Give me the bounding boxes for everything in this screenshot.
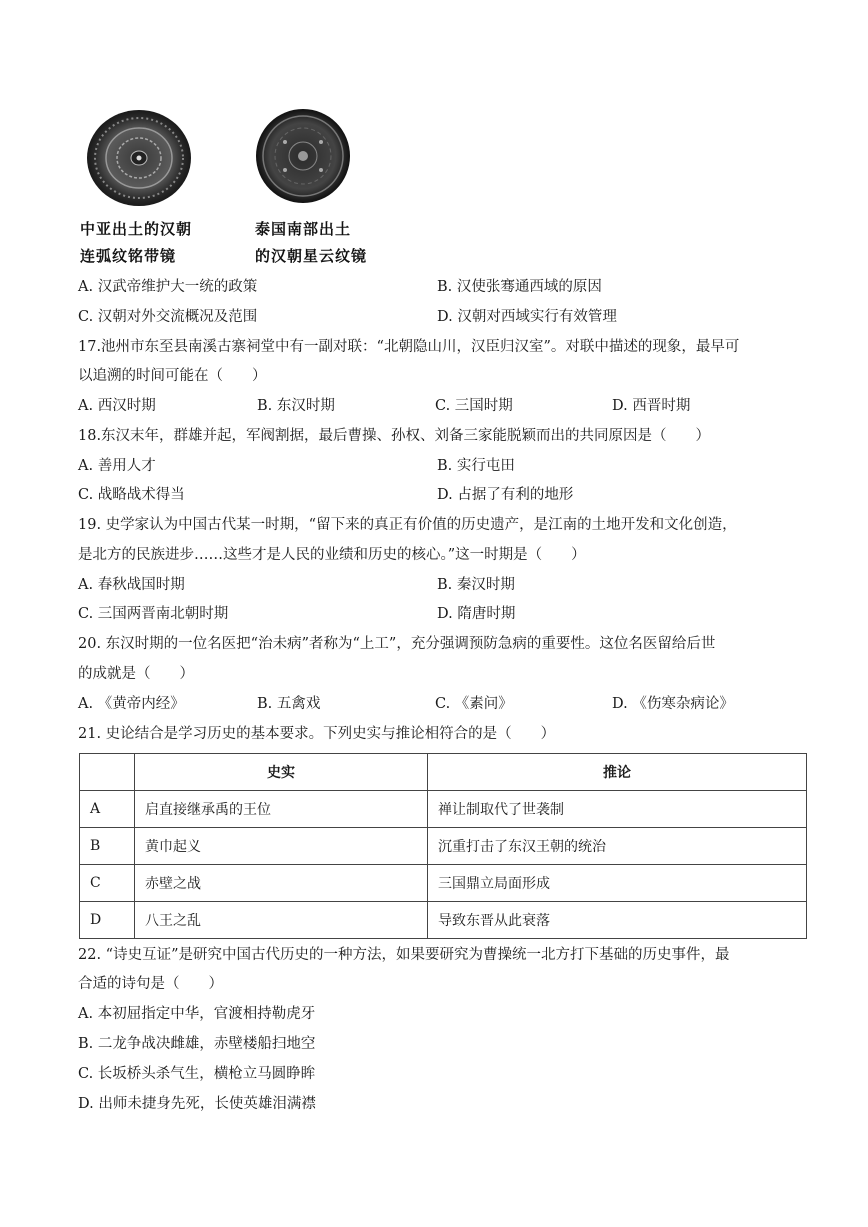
q19-option-a[interactable]: A. 春秋战国时期: [78, 577, 185, 593]
table-cell: C: [80, 865, 135, 902]
q22-stem-cont: 合适的诗句是（ ）: [78, 976, 223, 992]
table-cell: 禅让制取代了世袭制: [428, 791, 807, 828]
table-header-row: [80, 754, 807, 791]
table-header-cell: 史实: [135, 754, 428, 791]
q17-option-a[interactable]: A. 西汉时期: [78, 398, 156, 414]
q21-stem: 21. 史论结合是学习历史的基本要求。下列史实与推论相符合的是（ ）: [78, 726, 556, 742]
table-cell: D: [80, 902, 135, 939]
q22-option-d[interactable]: D. 出师未捷身先死，长使英雄泪满襟: [78, 1096, 316, 1112]
mirror-right-image: [255, 108, 351, 204]
mirror-left-caption: [80, 216, 192, 270]
q17-option-b[interactable]: B. 东汉时期: [257, 398, 335, 414]
q16-option-a[interactable]: A. 汉武帝维护大一统的政策: [78, 279, 258, 295]
q19-stem: 19. 史学家认为中国古代某一时期，“留下来的真正有价值的历史遗产，是江南的土地开发和文化创造，: [78, 517, 737, 533]
table-cell: 赤壁之战: [135, 865, 428, 902]
caption-line: 中亚出土的汉朝: [80, 220, 193, 238]
table-cell: A: [80, 791, 135, 828]
q20-stem-cont: 的成就是（ ）: [78, 666, 194, 682]
q19-option-b[interactable]: B. 秦汉时期: [437, 577, 515, 593]
table-cell: 导致东晋从此衰落: [428, 902, 807, 939]
table-cell: 八王之乱: [135, 902, 428, 939]
mirror-right-caption: [255, 216, 367, 270]
caption-line: 连弧纹铭带镜: [80, 247, 177, 265]
q18-option-d[interactable]: D. 占据了有利的地形: [437, 487, 574, 503]
q17-stem: 17.池州市东至县南溪古寨祠堂中有一副对联：“北朝隐山川，汉臣归汉室”。对联中描述的现象，最早可: [78, 339, 740, 355]
table-cell: 黄巾起义: [135, 828, 428, 865]
q16-option-c[interactable]: C. 汉朝对外交流概况及范围: [78, 309, 258, 325]
q17-stem-cont: 以追溯的时间可能在（ ）: [78, 368, 267, 384]
q19-option-d[interactable]: D. 隋唐时期: [437, 606, 516, 622]
table-row: [80, 902, 807, 939]
table-cell: 启直接继承禹的王位: [135, 791, 428, 828]
q16-option-d[interactable]: D. 汉朝对西域实行有效管理: [437, 309, 617, 325]
q20-option-a[interactable]: A. 《黄帝内经》: [78, 696, 185, 712]
q22-option-a[interactable]: A. 本初屈指定中华，官渡相持勒虎牙: [78, 1006, 316, 1022]
table-cell: B: [80, 828, 135, 865]
q17-option-d[interactable]: D. 西晋时期: [612, 398, 691, 414]
table-row: [80, 865, 807, 902]
q22-option-c[interactable]: C. 长坂桥头杀气生，横枪立马圆睁眸: [78, 1066, 316, 1082]
q19-option-c[interactable]: C. 三国两晋南北朝时期: [78, 606, 229, 622]
q22-stem: 22. “诗史互证”是研究中国古代历史的一种方法，如果要研究为曹操统一北方打下基础的历史事件，最: [78, 947, 730, 963]
q18-option-a[interactable]: A. 善用人才: [78, 458, 156, 474]
q20-option-b[interactable]: B. 五禽戏: [257, 696, 321, 712]
caption-line: 泰国南部出土: [255, 220, 352, 238]
q21-table: [79, 753, 807, 939]
q16-option-b[interactable]: B. 汉使张骞通西域的原因: [437, 279, 602, 295]
q19-stem-cont: 是北方的民族进步……这些才是人民的业绩和历史的核心。”这一时期是（ ）: [78, 547, 586, 563]
q17-option-c[interactable]: C. 三国时期: [435, 398, 513, 414]
q18-stem: 18.东汉末年，群雄并起，军阀割据，最后曹操、孙权、刘备三家能脱颖而出的共同原因是（ ）: [78, 428, 711, 444]
q22-option-b[interactable]: B. 二龙争战决雌雄，赤壁楼船扫地空: [78, 1036, 316, 1052]
mirror-left-image: [86, 108, 192, 208]
table-row: [80, 828, 807, 865]
q18-option-c[interactable]: C. 战略战术得当: [78, 487, 185, 503]
table-row: [80, 791, 807, 828]
table-header-cell: [80, 754, 135, 791]
q18-option-b[interactable]: B. 实行屯田: [437, 458, 515, 474]
table-cell: 沉重打击了东汉王朝的统治: [428, 828, 807, 865]
q20-stem: 20. 东汉时期的一位名医把“治未病”者称为“上工”，充分强调预防急病的重要性。这位名医留给后世: [78, 636, 716, 652]
caption-line: 的汉朝星云纹镜: [255, 247, 368, 265]
q20-option-d[interactable]: D. 《伤寒杂病论》: [612, 696, 734, 712]
table-header-cell: 推论: [428, 754, 807, 791]
q20-option-c[interactable]: C. 《素问》: [435, 696, 513, 712]
table-cell: 三国鼎立局面形成: [428, 865, 807, 902]
